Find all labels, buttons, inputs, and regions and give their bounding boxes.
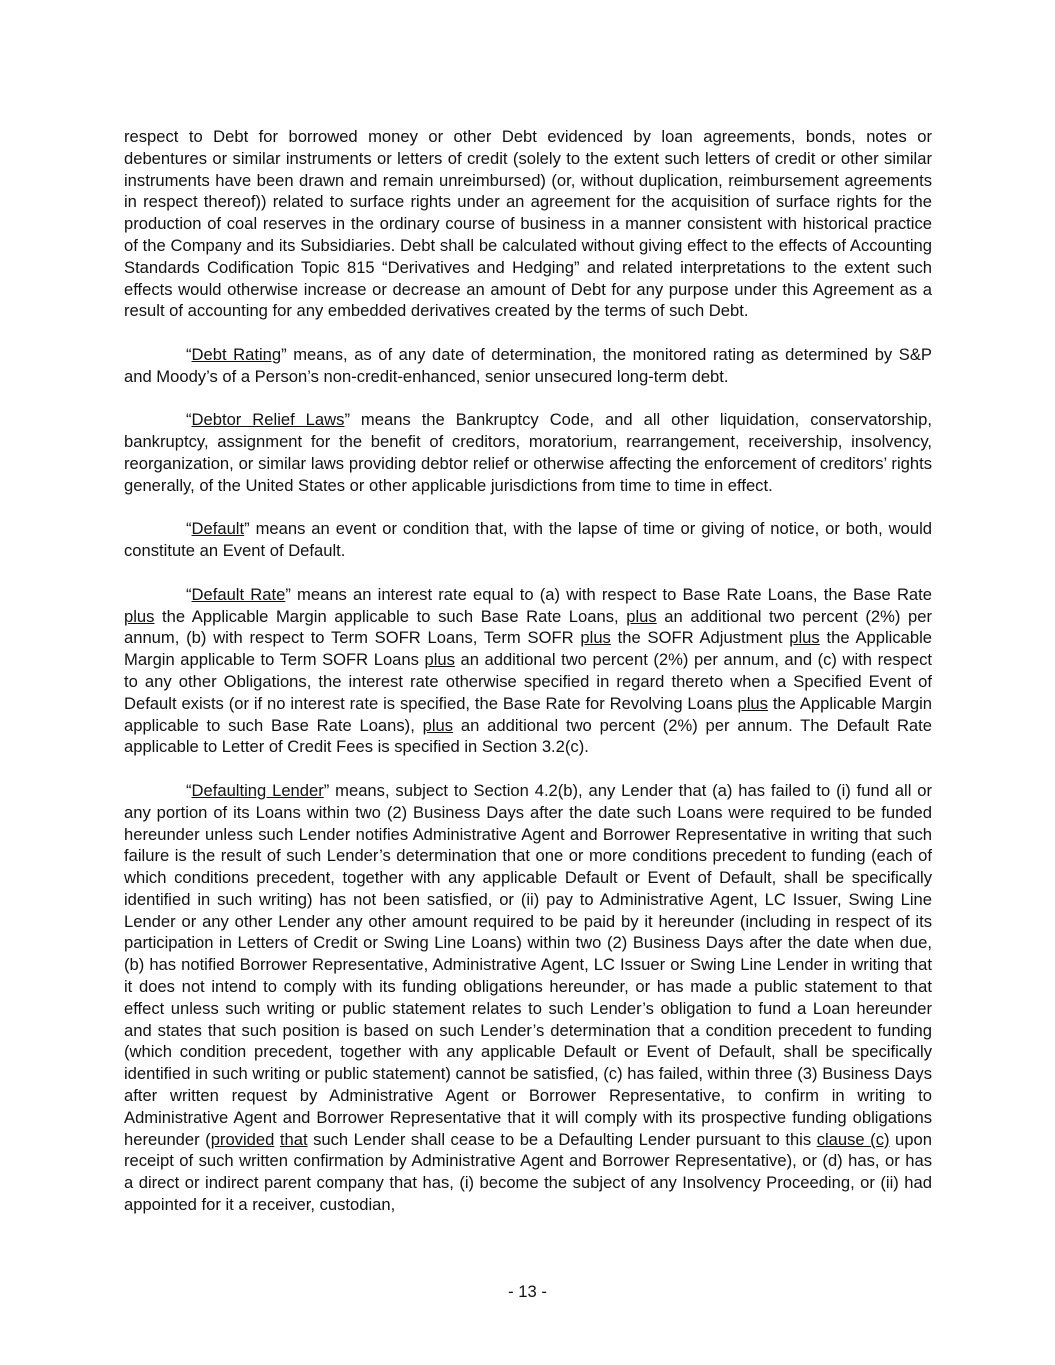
plus-emphasis: plus bbox=[124, 606, 155, 626]
definition-text: ” means an interest rate equal to (a) with respect to Base Rate Loans, the Base Rate bbox=[285, 584, 932, 604]
defined-term-default-rate: Default Rate bbox=[191, 584, 286, 604]
defined-term-debtor-relief-laws: Debtor Relief Laws bbox=[191, 410, 345, 430]
default-rate-definition bbox=[124, 584, 932, 758]
plus-emphasis: plus bbox=[737, 693, 768, 713]
page-number: - 13 - bbox=[508, 1282, 547, 1301]
open-quote: “ bbox=[186, 584, 192, 604]
definition-text: the Applicable Margin applicable to such Base Rate Loans, bbox=[154, 606, 627, 626]
definition-text: ” means, as of any date of determination, the monitored rating as determined by S&P and Moody’s of a Person’s non-credit-enhanced, senior unsecured long-term debt. bbox=[124, 344, 932, 386]
defaulting-lender-definition bbox=[124, 780, 932, 1216]
open-quote: “ bbox=[186, 344, 192, 364]
debt-rating-definition bbox=[124, 344, 932, 388]
plus-emphasis: plus bbox=[626, 606, 657, 626]
plus-emphasis: plus bbox=[789, 628, 820, 648]
default-definition bbox=[124, 518, 932, 562]
definition-text: an additional two percent (2%) per annum, and (c) with respect to any other Obligations, the interest rate otherwise specified in regard thereto when a Specified Event of Default exists (or if no interest rate is specified, the Base Rate for Revolving Loans bbox=[124, 650, 932, 713]
definition-text: the Applicable Margin applicable to such Base Rate Loans), bbox=[124, 693, 932, 735]
provided-emphasis: provided bbox=[210, 1129, 275, 1149]
defined-term-debt-rating: Debt Rating bbox=[191, 344, 282, 364]
definition-text: ” means an event or condition that, with the lapse of time or giving of notice, or both, would constitute an Event of Default. bbox=[124, 519, 932, 561]
definition-text: an additional two percent (2%) per annum, (b) with respect to Term SOFR Loans, Term SOFR bbox=[124, 606, 932, 648]
open-quote: “ bbox=[186, 780, 192, 800]
defined-term-defaulting-lender: Defaulting Lender bbox=[191, 780, 324, 800]
debt-definition-continued bbox=[124, 126, 932, 322]
plus-emphasis: plus bbox=[580, 628, 611, 648]
plus-emphasis: plus bbox=[422, 715, 454, 735]
document-page bbox=[124, 126, 932, 1238]
plus-emphasis: plus bbox=[424, 650, 455, 670]
definition-text: ” means the Bankruptcy Code, and all other liquidation, conservatorship, bankruptcy, assignment for the benefit of creditors, moratorium, rearrangement, receivership, insolvency, reorganization, or similar laws providing debtor relief or otherwise affecting the enforcement of creditors’ rights generally, of the United States or other applicable jurisdictions from time to time in effect. bbox=[124, 410, 932, 495]
clause-reference: clause (c) bbox=[816, 1129, 890, 1149]
definition-text: upon receipt of such written confirmation by Administrative Agent and Borrower Representative), or (d) has, or has a direct or indirect parent company that has, (i) become the subject of any Insolvency Proceeding, or (ii) had appointed for it a receiver, custodian, bbox=[124, 1129, 932, 1215]
definition-text: the Applicable Margin applicable to Term SOFR Loans bbox=[124, 628, 933, 670]
open-quote: “ bbox=[186, 410, 192, 430]
definition-text: the SOFR Adjustment bbox=[610, 628, 790, 648]
debtor-relief-laws-definition bbox=[124, 409, 932, 496]
that-emphasis: that bbox=[279, 1129, 308, 1149]
definition-text: an additional two percent (2%) per annum. The Default Rate applicable to Letter of Credit Fees is specified in Section 3.2(c). bbox=[124, 715, 932, 757]
definition-text: such Lender shall cease to be a Defaulting Lender pursuant to this bbox=[307, 1129, 817, 1149]
definition-text: ” means, subject to Section 4.2(b), any Lender that (a) has failed to (i) fund all or any portion of its Loans within two (2) Business Days after the date such Loans were required to be funded hereunder unless such Lender notifies Administrative Agent and Borrower Representative in writing that such failure is the result of such Lender’s determination that one or more conditions precedent to funding (each of which conditions precedent, together with any applicable Default or Event of Default, shall be specifically identified in such writing) has not been satisfied, or (ii) pay to Administrative Agent, LC Issuer, Swing Line Lender or any other Lender any other amount required to be paid by it hereunder (including in respect of its participation in Letters of Credit or Swing Line Loans) within two (2) Business Days after the date when due, (b) has notified Borrower Representative, Administrative Agent, LC Issuer or Swing Line Lender in writing that it does not intend to comply with its funding obligations hereunder, or has made a public statement to that effect unless such writing or public statement relates to such Lender’s obligation to fund a Loan hereunder and states that such position is based on such Lender’s determination that a condition precedent to funding (which condition precedent, together with any applicable Default or Event of Default, shall be specifically identified in such writing or public statement) cannot be satisfied, (c) has failed, within three (3) Business Days after written request by Administrative Agent or Borrower Representative, to confirm in writing to Administrative Agent and Borrower Representative that it will comply with its prospective funding obligations hereunder ( bbox=[124, 780, 933, 1149]
defined-term-default: Default bbox=[191, 519, 245, 539]
paragraph-text: respect to Debt for borrowed money or other Debt evidenced by loan agreements, bonds, notes or debentures or similar instruments or letters of credit (solely to the extent such letters of credit or other similar instruments have been drawn and remain unreimbursed) (or, without duplication, reimbursement agreements in respect thereof)) related to surface rights under an agreement for the acquisition of surface rights for the production of coal reserves in the ordinary course of business in a manner consistent with historical practice of the Company and its Subsidiaries. Debt shall be calculated without giving effect to the effects of Accounting Standards Codification Topic 815 “Derivatives and Hedging” and related interpretations to the extent such effects would otherwise increase or decrease an amount of Debt for any purpose under this Agreement as a result of accounting for any embedded derivatives created by the terms of such Debt. bbox=[124, 127, 932, 321]
open-quote: “ bbox=[186, 519, 192, 539]
